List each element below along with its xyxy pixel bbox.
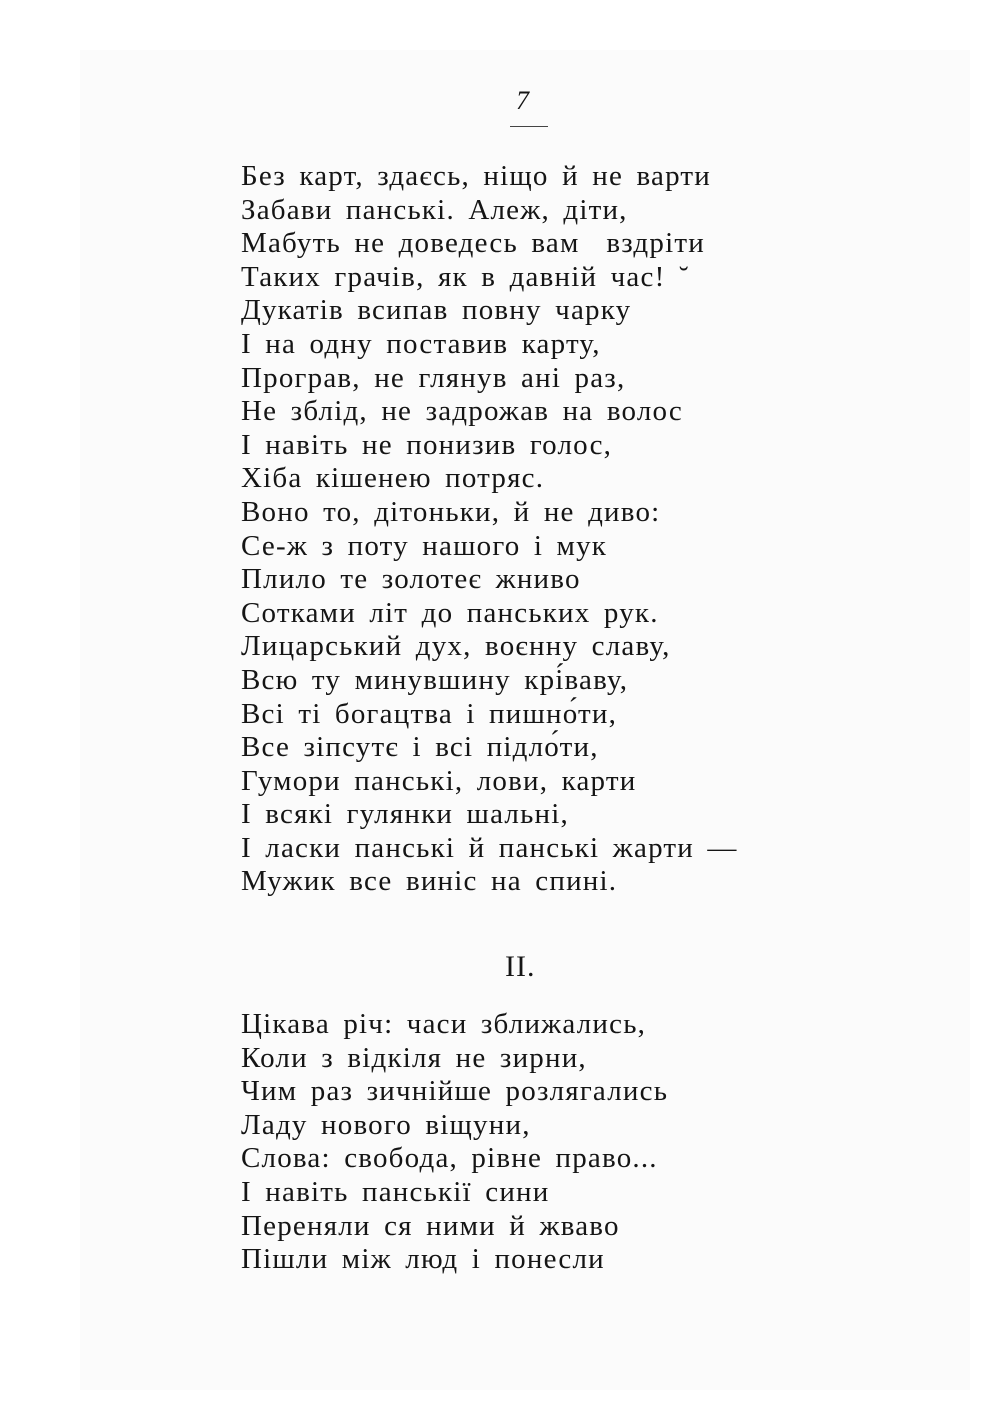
verse-line: Забави панські. Алеж, діти, [241, 193, 628, 226]
verse-line: Таких грачів, як в давній час! ˘ [241, 260, 690, 293]
verse-line: Чим раз зичнійше розлягались [241, 1075, 669, 1108]
verse-line: Ладу нового віщуни, [241, 1108, 531, 1141]
section-heading: II. [505, 950, 536, 983]
verse-line: Все зіпсутє і всі підло́ти, [241, 731, 599, 764]
verse-line: Плило те золотеє жниво [241, 563, 581, 596]
verse-line: Мужик все виніс на спині. [241, 865, 618, 898]
verse-line: І навіть не понизив голос, [241, 428, 613, 461]
verse-line: Слова: свобода, рівне право... [241, 1142, 658, 1175]
verse-line: Гумори панські, лови, карти [241, 764, 637, 797]
verse-line: Мабуть не доведесь вам вздріти [241, 227, 705, 260]
stanza-2 [241, 1008, 668, 1277]
verse-line: Всю ту минувшину крі́ваву, [241, 663, 629, 696]
verse-line: Дукатів всипав повну чарку [241, 294, 632, 327]
verse-line: Хіба кішенею потряс. [241, 462, 545, 495]
stanza-1 [241, 160, 738, 899]
verse-line: І всякі гулянки шальні, [241, 798, 569, 831]
verse-line: Сотками літ до панських рук. [241, 596, 659, 629]
verse-line: Лицарський дух, воєнну славу, [241, 630, 671, 663]
verse-line: Всі ті богацтва і пишно́ти, [241, 697, 618, 730]
verse-line: Пішли між люд і понесли [241, 1243, 605, 1276]
verse-line: І ласки панські й панські жарти — [241, 831, 738, 864]
verse-line: Програв, не глянув ані раз, [241, 361, 626, 394]
verse-line: Коли з відкіля не зирни, [241, 1041, 587, 1074]
page-number: 7 [516, 86, 529, 115]
verse-line: Не зблід, не задрожав на волос [241, 395, 684, 428]
verse-line: І навіть панськії сини [241, 1175, 550, 1208]
verse-line: І на одну поставив карту, [241, 327, 601, 360]
verse-line: Переняли ся ними й жваво [241, 1209, 620, 1242]
verse-line: Цікава річ: часи зближались, [241, 1008, 647, 1040]
verse-line: Воно то, дітоньки, й не диво: [241, 495, 661, 528]
verse-line: Се-ж з поту нашого і мук [241, 529, 608, 562]
verse-line: Без карт, здаєсь, ніщо й не варти [241, 160, 711, 192]
page-number-rule [510, 126, 548, 127]
